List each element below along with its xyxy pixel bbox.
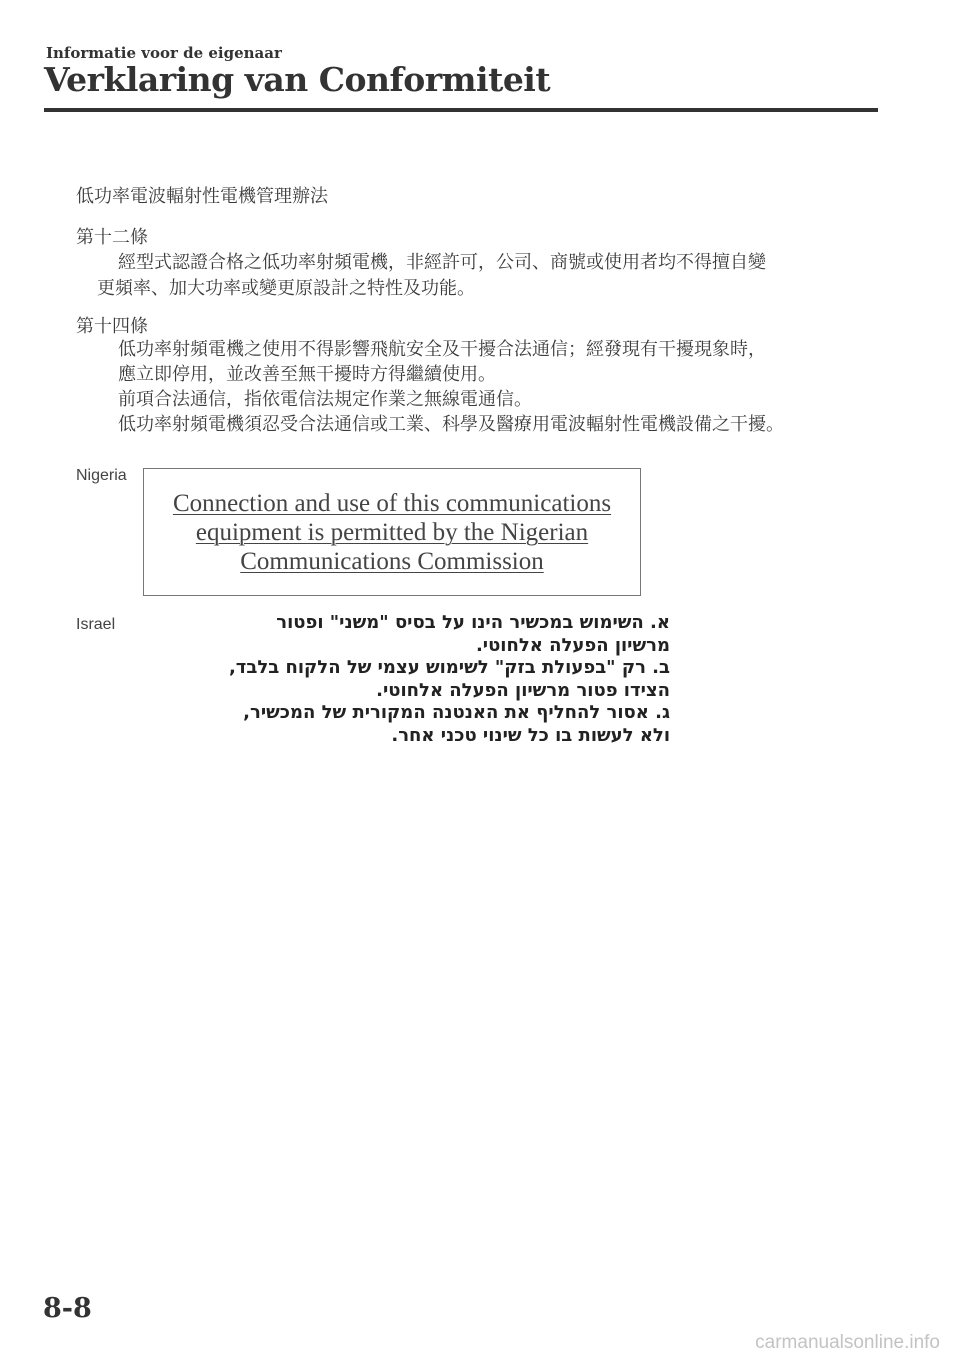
header-divider: [44, 108, 878, 112]
israel-notice-line: א. השימוש במכשיר הינו על בסיס "משני" ופטור: [276, 612, 670, 633]
section-label: Informatie voor de eigenaar: [46, 44, 282, 62]
nigeria-notice-text: [144, 489, 640, 576]
israel-notice-text: [160, 612, 670, 747]
article-14-line: 低功率射頻電機之使用不得影響飛航安全及干擾合法通信；經發現有干擾現象時，: [118, 339, 766, 360]
page-title: Verklaring van Conformiteit: [44, 60, 551, 99]
israel-label: Israel: [76, 616, 116, 633]
article-14-heading: 第十四條: [76, 316, 148, 337]
israel-notice-line: הצידו פטור מרשיון הפעלה אלחוטי.: [376, 679, 670, 701]
page-number: 8-8: [43, 1293, 92, 1324]
article-12-line: 經型式認證合格之低功率射頻電機，非經許可，公司、商號或使用者均不得擅自變: [118, 252, 766, 273]
article-14-line: 前項合法通信，指依電信法規定作業之無線電通信。: [118, 389, 532, 410]
israel-notice-line: ב. רק "בפעולת בזק" לשימוש עצמי של הלקוח בלבד,: [228, 657, 670, 678]
nigeria-label: Nigeria: [76, 467, 127, 484]
taiwan-regulation-title: 低功率電波輻射性電機管理辦法: [76, 186, 328, 207]
watermark: carmanualsonline.info: [755, 1332, 940, 1353]
israel-notice-line: מרשיון הפעלה אלחוטי.: [475, 634, 670, 656]
article-14-body: [118, 337, 784, 437]
israel-notice-line: ג. אסור להחליף את האנטנה המקורית של המכשיר,: [243, 702, 670, 723]
article-12-heading: 第十二條: [76, 227, 148, 248]
nigeria-notice-line: equipment is permitted by the Nigerian: [195, 519, 589, 546]
nigeria-notice-box: [143, 468, 641, 596]
article-12-line: 更頻率、加大功率或變更原設計之特性及功能。: [97, 278, 475, 299]
article-14-line: 應立即停用，並改善至無干擾時方得繼續使用。: [118, 364, 496, 385]
article-14-line: 低功率射頻電機須忍受合法通信或工業、科學及醫療用電波輻射性電機設備之干擾。: [118, 414, 784, 435]
israel-notice-line: ולא לעשות בו כל שינוי טכני אחר.: [391, 724, 670, 746]
nigeria-notice-line: Communications Commission: [240, 548, 544, 575]
nigeria-notice-line: Connection and use of this communications: [172, 490, 612, 517]
